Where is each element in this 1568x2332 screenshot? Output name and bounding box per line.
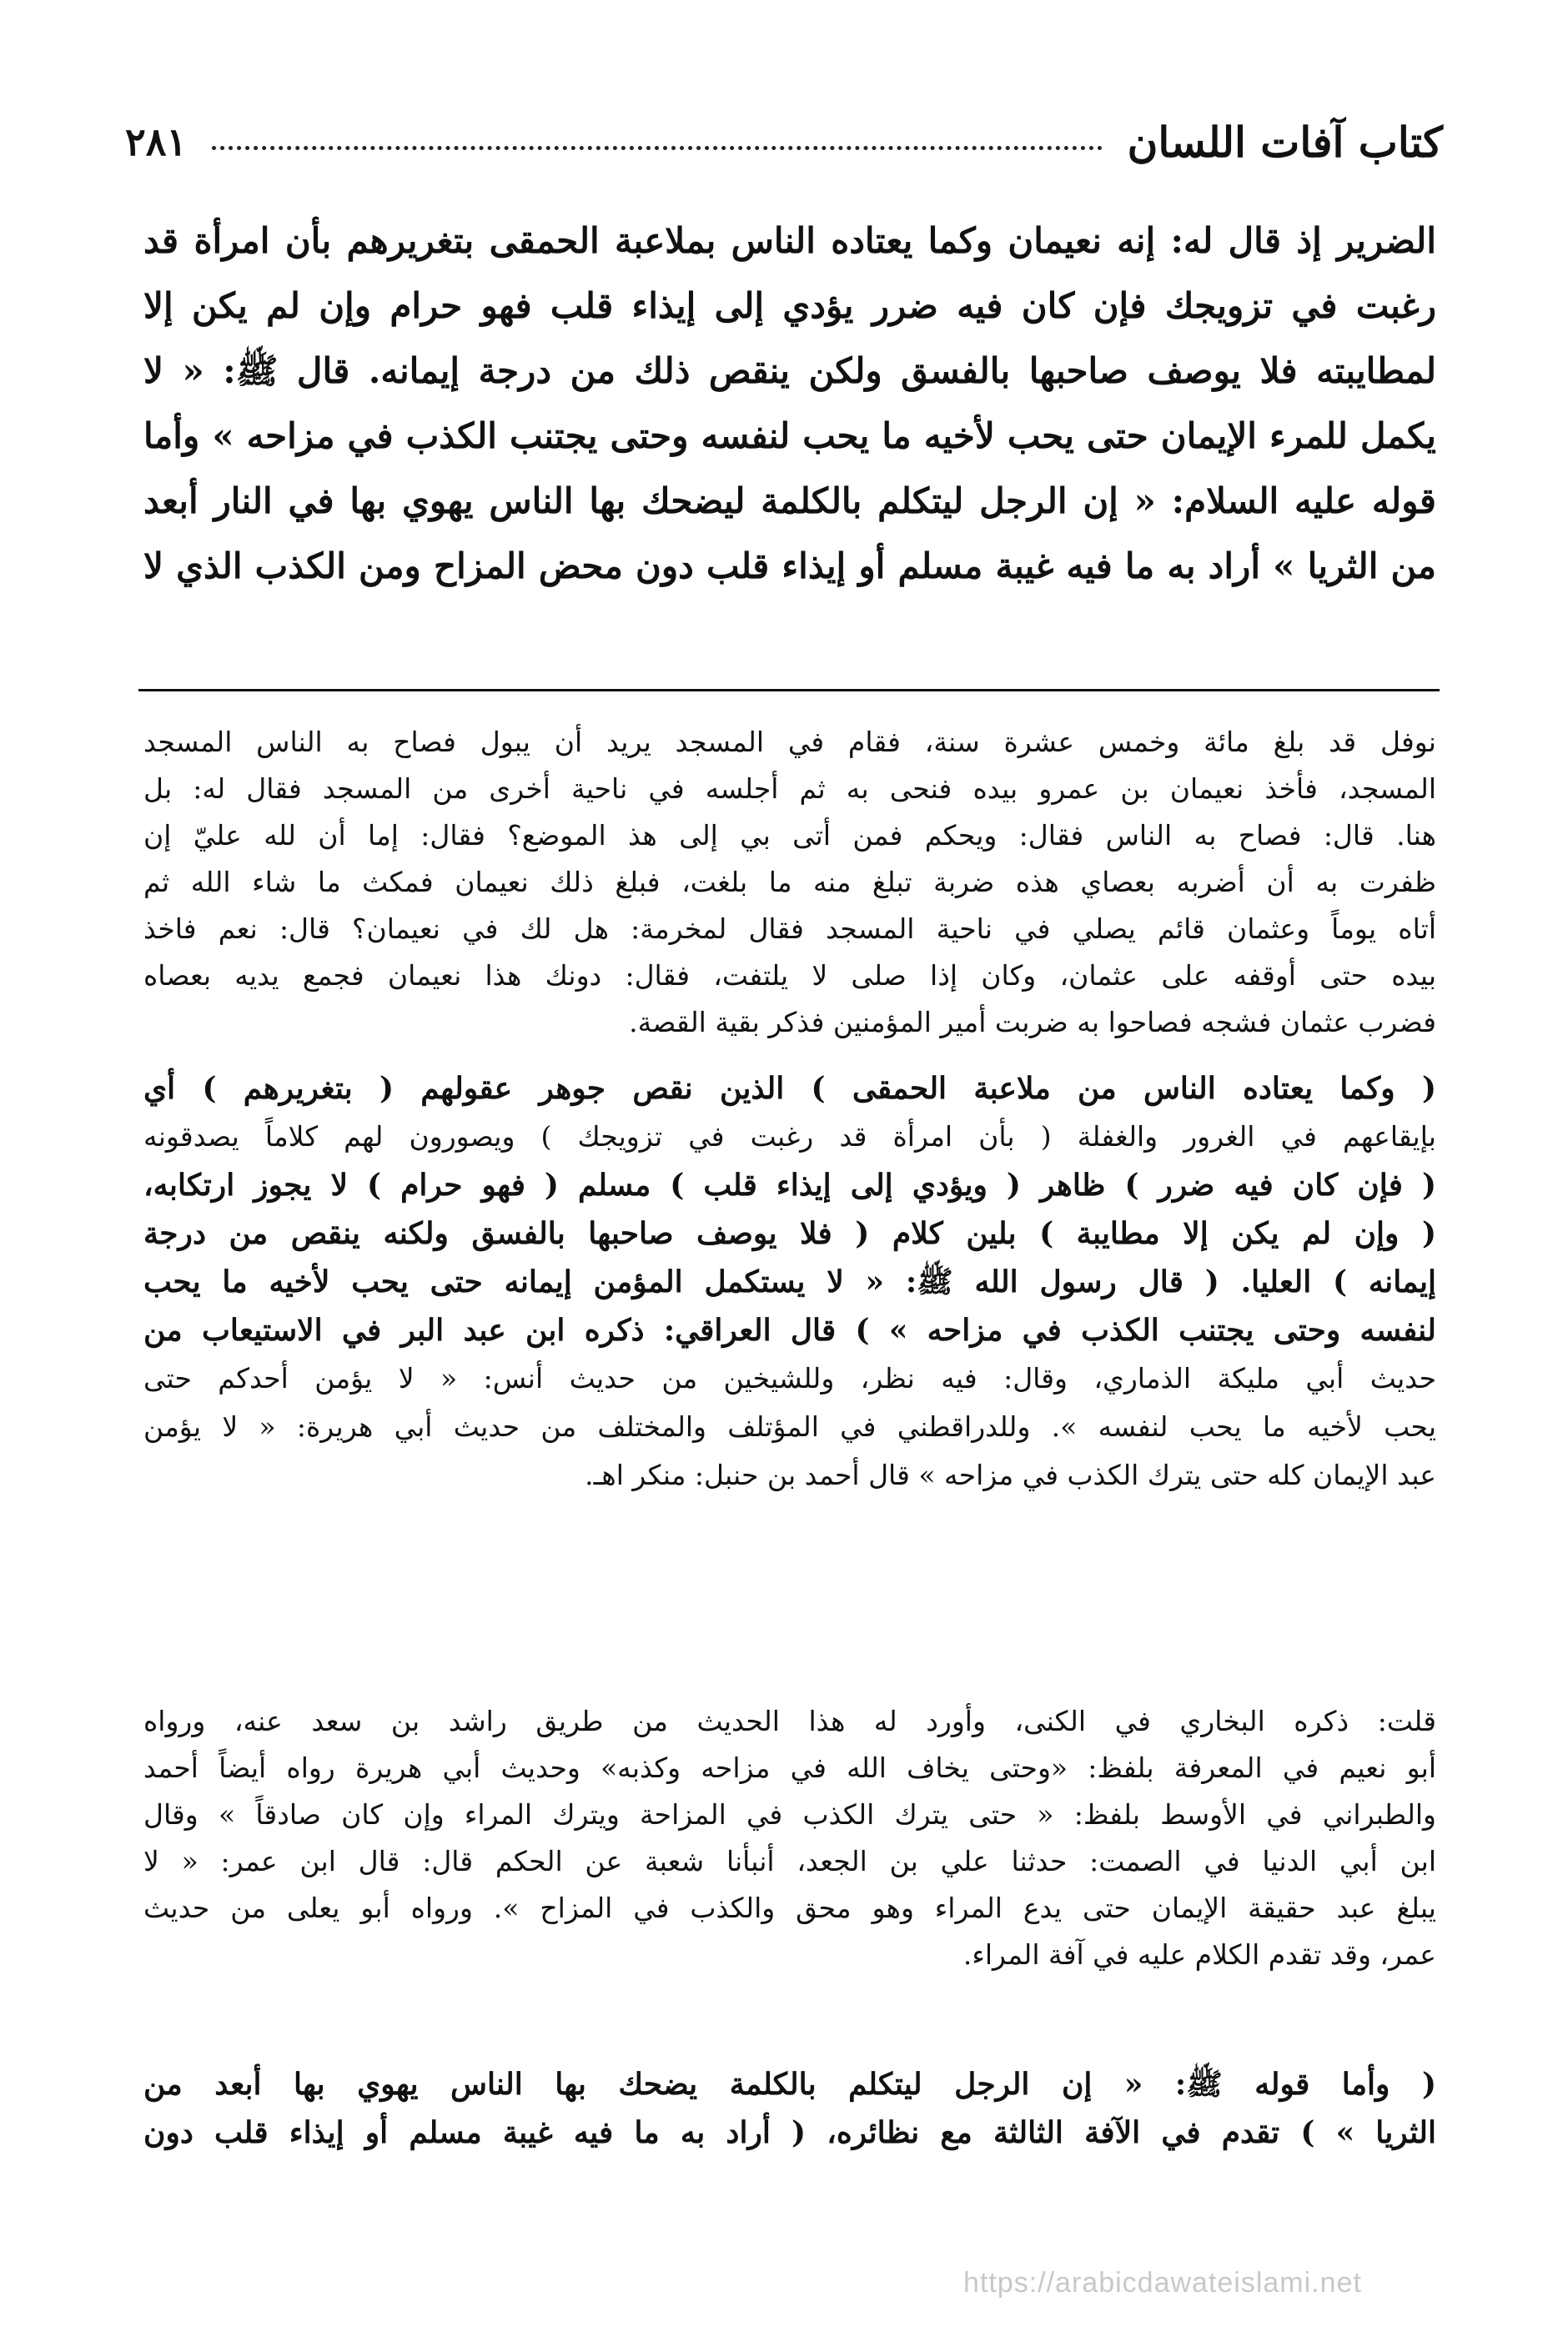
main-text-line: يكمل للمرء الإيمان حتى يحب لأخيه ما يحب لنفسه وحتى يجتنب الكذب في مزاحه » وأما xyxy=(143,415,1436,456)
footnote-line: ظفرت به أن أضربه بعصاي هذه ضربة تبلغ منه ما بلغت، فبلغ ذلك نعيمان فمكث ما شاء الله ثم xyxy=(143,866,1436,898)
main-text-line: رغبت في تزويجك فإن كان فيه ضرر يؤدي إلى إيذاء قلب فهو حرام وإن لم يكن إلا xyxy=(143,285,1436,326)
page-header xyxy=(125,108,1443,175)
commentary-line: إيمانه ) العليا. ( قال رسول الله ﷺ: « لا يستكمل المؤمن إيمانه حتى يحب لأخيه ما يحب xyxy=(143,1264,1436,1299)
footnote-line: أتاه يوماً وعثمان قائم يصلي في ناحية المسجد فقال لمخرمة: هل لك في نعيمان؟ قال: نعم فاخذ xyxy=(143,912,1436,945)
commentary-line: لنفسه وحتى يجتنب الكذب في مزاحه » ) قال العراقي: ذكره ابن عبد البر في الاستيعاب من xyxy=(143,1313,1436,1348)
main-text-line: قوله عليه السلام: « إن الرجل ليتكلم بالكلمة ليضحك بها الناس يهوي بها في النار أبعد xyxy=(143,480,1436,521)
footnote-line: نوفل قد بلغ مائة وخمس عشرة سنة، فقام في المسجد يريد أن يبول فصاح به الناس المسجد xyxy=(143,726,1436,758)
commentary-block-3 xyxy=(143,2060,1436,2157)
commentary-line: عبد الإيمان كله حتى يترك الكذب في مزاحه » قال أحمد بن حنبل: منكر اهـ. xyxy=(585,1459,1436,1491)
commentary-line: ( وإن لم يكن إلا مطايبة ) بلين كلام ( فلا يوصف صاحبها بالفسق ولكنه ينقص من درجة xyxy=(143,1216,1436,1251)
page-number: ٢٨١ xyxy=(125,119,188,164)
commentary-line: ابن أبي الدنيا في الصمت: حدثنا علي بن الجعد، أنبأنا شعبة عن الحكم قال: قال ابن عمر: « لا xyxy=(143,1845,1436,1877)
book-title: كتاب آفات اللسان xyxy=(1127,117,1443,167)
commentary-block-1 xyxy=(143,1064,1436,1500)
commentary-line: ( فإن كان فيه ضرر ) ظاهر ( ويؤدي إلى إيذاء قلب ) مسلم ( فهو حرام ) لا يجوز ارتكابه، xyxy=(143,1168,1436,1203)
main-text-line: الضرير إذ قال له: إنه نعيمان وكما يعتاده الناس بملاعبة الحمقى بتغريرهم بأن امرأة قد xyxy=(143,220,1436,261)
main-text-line: لمطايبته فلا يوصف صاحبها بالفسق ولكن ينقص ذلك من درجة إيمانه. قال ﷺ: « لا xyxy=(143,350,1436,391)
commentary-line: بإيقاعهم في الغرور والغفلة ( بأن امرأة قد رغبت في تزويجك ) ويصورون لهم كلاماً يصدقونه xyxy=(143,1120,1436,1153)
watermark-url: https://arabicdawateislami.net xyxy=(963,2267,1362,2299)
commentary-line: والطبراني في الأوسط بلفظ: « حتى يترك الكذب في المزاحة ويترك المراء وإن كان صادقاً » وقال xyxy=(143,1798,1436,1831)
footnote-line: بيده حتى أوقفه على عثمان، وكان إذا صلى لا يلتفت، فقال: دونك هذا نعيمان فجمع يديه بعصاه xyxy=(143,959,1436,992)
commentary-line: ( وأما قوله ﷺ: « إن الرجل ليتكلم بالكلمة يضحك بها الناس يهوي بها أبعد من xyxy=(143,2067,1436,2102)
header-dot-leader xyxy=(212,134,1103,150)
commentary-block-2 xyxy=(143,1698,1436,1978)
commentary-line: قلت: ذكره البخاري في الكنى، وأورد له هذا الحديث من طريق راشد بن سعد عنه، ورواه xyxy=(143,1705,1436,1737)
commentary-line: أبو نعيم في المعرفة بلفظ: «وحتى يخاف الله في مزاحه وكذبه» وحديث أبي هريرة رواه أيضاً أحمد xyxy=(143,1752,1436,1784)
commentary-line: يحب لأخيه ما يحب لنفسه ». وللدراقطني في المؤتلف والمختلف من حديث أبي هريرة: « لا يؤمن xyxy=(143,1410,1436,1443)
main-text-line: من الثريا » أراد به ما فيه غيبة مسلم أو إيذاء قلب دون محض المزاح ومن الكذب الذي لا xyxy=(143,545,1436,586)
commentary-line: عمر، وقد تقدم الكلام عليه في آفة المراء. xyxy=(962,1938,1436,1971)
footnote-line: فضرب عثمان فشجه فصاحوا به ضربت أمير المؤمنين فذكر بقية القصة. xyxy=(629,1006,1436,1038)
commentary-line: حديث أبي مليكة الذماري، وقال: فيه نظر، وللشيخين من حديث أنس: « لا يؤمن أحدكم حتى xyxy=(143,1362,1436,1395)
footnote-line: هنا. قال: فصاح به الناس فقال: ويحكم فمن أتى بي إلى هذ الموضع؟ فقال: إما أن لله عليّ إن xyxy=(143,819,1436,852)
footnote-block xyxy=(143,719,1436,1046)
footnote-line: المسجد، فأخذ نعيمان بن عمرو بيده فنحى به ثم أجلسه في ناحية أخرى من المسجد فقال له: بل xyxy=(143,772,1436,805)
commentary-line: الثريا » ) تقدم في الآفة الثالثة مع نظائره، ( أراد به ما فيه غيبة مسلم أو إيذاء قلب دون xyxy=(143,2115,1436,2150)
footnote-divider xyxy=(138,689,1440,691)
commentary-line: يبلغ عبد حقيقة الإيمان حتى يدع المراء وهو محق والكذب في المزاح ». ورواه أبو يعلى من حديث xyxy=(143,1892,1436,1924)
main-text-block xyxy=(143,209,1436,599)
commentary-line: ( وكما يعتاده الناس من ملاعبة الحمقى ) الذين نقص جوهر عقولهم ( بتغريرهم ) أي xyxy=(143,1071,1436,1106)
